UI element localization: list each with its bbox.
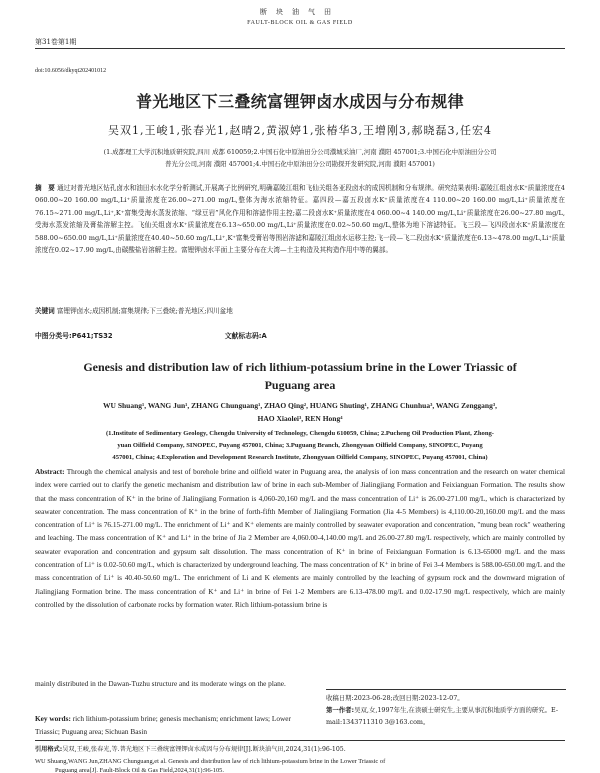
keywords-text-cn: 富锂钾卤水;成因机制;富集规律;下三叠统;普光地区;四川盆地 <box>56 307 233 315</box>
doi[interactable]: doi:10.6056/dkyqt202401012 <box>35 68 107 74</box>
abstract-text-en: Through the chemical analysis and test of borehole brine and oilfield water in Puguang area, the analysis of ion mass concentration and the research on water chemical index were carried out to clarify the genetic mechanism and distribution law of brine in each sub-Member of Jialingjiang Formation and Feixianguan Formation. The results show that the mass concentration of K⁺ in the brine of Jialingjiang Formation is 4,060-20,160 mg/L and the mass concentration of Li⁺ is 26.00-271.00 mg/L, which is characterized by seawater concentration. The mass concentration of K⁺ in the brine of forth-fifth Member of Jialingjiang Formation (Jia 4-5 Members) is 4,110.00-20,160.00 mg/L and the mass concentration of Li⁺ is 76.15-271.00 mg/L. The enrichment of Li⁺ and K⁺ elements are mainly controlled by seawater evaporation and concentration, "mung bean rock" weathering and leaching. The mass concentration of K⁺ and Li⁺ in the brine of Jia 2 Member are 4,060.00-4,140.00 mg/L and 26.00-27.80 mg/L respectively, which are mainly controlled by seawater evaporation and concentration and gypsum salt dissolution. The mass concentration of K⁺ in brine of Feixianguan Formation is 6.13-65000 mg/L and the mass concentration of Li⁺ is 0.02-50.60 mg/L, which is characterized by underground leaching. The mass concentration of K⁺ in brine of Fei 3-4 Members is 588.00-650.00 mg/L and the mass concentration of Li⁺ is 40.40-50.60 mg/L. The enrichment of Li and K elements are mainly controlled by the leaching of gypsum rock and the downward migration of Jialingjiang Formation brine. The mass concentration of K⁺ and Li⁺ in brine of Fei 1-2 Members are 6.13-478.00 mg/L and 0.02-17.90 mg/L respectively, which are mainly controlled by the dissolution of carbonate rocks by formation water. Rich lithium-potassium brine is <box>35 467 565 609</box>
keywords-label-cn: 关键词 <box>35 307 55 315</box>
citation-cn <box>35 744 565 753</box>
affiliation-line: (1.成都理工大学沉积地质研究院,四川 成都 610059;2.中国石化中原油田分公司濮城采油厂,河南 濮阳 457001;3.中国石化中原油田分公司 <box>103 148 497 156</box>
note-rule <box>326 689 566 690</box>
first-author-note <box>326 704 566 728</box>
keywords-text-en: rich lithium-potassium brine; genesis mechanism; enrichment laws; Lower Triassic; Puguang area; Sichuan Basin <box>35 714 291 737</box>
keywords-label-en: Key words: <box>35 714 71 723</box>
citation-en-line: WU Shuang,WANG Jun,ZHANG Chunguang,et al. Genesis and distribution law of rich lithium-potassium brine in the Lower Triassic of <box>35 758 386 765</box>
clc-number: 中图分类号:P641;TS32 <box>35 332 113 340</box>
affiliations-cn <box>50 146 550 170</box>
first-author-text: 吴双,女,1997年生,在读硕士研究生,主要从事沉积地质学方面的研究。E-mail:1343711310 3@163.com。 <box>326 706 559 726</box>
journal-name-en: FAULT-BLOCK OIL & GAS FIELD <box>247 20 353 26</box>
paper-title-cn: 普光地区下三叠统富锂钾卤水成因与分布规律 <box>135 92 464 111</box>
volume-issue: 第31卷第1期 <box>35 38 77 46</box>
citation-en-line: Puguang area[J]. Fault-Block Oil & Gas Field,2024,31(1):96-105. <box>55 767 224 773</box>
running-header <box>0 7 600 26</box>
keywords-cn <box>35 305 565 315</box>
classification-line <box>35 330 565 340</box>
citation-label: 引用格式: <box>35 746 63 753</box>
keywords-en <box>35 712 310 739</box>
affiliation-en-line: 457001, China; 4.Exploration and Development Research Institute, Zhongyuan Oilfield Company, SINOPEC, Puyang 457001, China) <box>112 454 488 461</box>
first-author-label: 第一作者: <box>326 706 355 714</box>
paper-title-en: Genesis and distribution law of rich lithium-potassium brine in the Lower Triassic of Puguang area <box>83 360 517 392</box>
affiliation-en-line: (1.Institute of Sedimentary Geology, Chengdu University of Technology, Chengdu 610059, China; 2.Pucheng Oil Production Plant, Zhong- <box>105 430 495 437</box>
received-dates: 收稿日期:2023-06-28;改回日期:2023-12-07。 <box>326 694 464 702</box>
citation-rule <box>35 740 565 741</box>
received-note <box>326 689 566 728</box>
authors-en-line: HAO Xiaolei³, REN Hong⁴ <box>257 414 343 423</box>
authors-en <box>40 399 560 425</box>
abstract-en <box>35 465 565 611</box>
affiliation-line: 普光分公司,河南 濮阳 457001;4.中国石化中原油田分公司勘探开发研究院,河南 濮阳 457001) <box>165 160 435 168</box>
journal-name-cn: 断块油气田 <box>260 8 340 16</box>
abstract-cn <box>35 182 565 256</box>
affiliations-en <box>35 428 565 464</box>
affiliation-en-line: yuan Oilfield Company, SINOPEC, Puyang 457001, China; 3.Puguang Branch, Zhongyuan Oilfield Company, SINOPEC, Puyang <box>117 442 483 449</box>
abstract-en-tail: mainly distributed in the Dawan-Tuzhu structure and its moderate wings on the plane. <box>35 679 286 688</box>
authors-en-line: WU Shuang¹, WANG Jun¹, ZHANG Chunguang¹, ZHAO Qing², HUANG Shuting¹, ZHANG Chunhua³, WANG Zenggang³, <box>103 401 497 410</box>
authors-cn: 吴双1,王峻1,张春光1,赵晴2,黄淑婷1,张椿华3,王增刚3,郝晓磊3,任宏4 <box>108 124 492 137</box>
abstract-text-cn: 通过对普光地区钻孔卤水和油田水水化学分析测试,开展离子比例研究,明确嘉陵江组和飞仙关组各亚段卤水的成因机制和分布规律。研究结果表明:嘉陵江组卤水K⁺质量浓度在4 060.00~20 160.00 mg/L,Li⁺质量浓度在26.00~271.00 mg/L,整体为海水浓缩特征。嘉四段—嘉五段卤水K⁺质量浓度在4 110.00~20 160.00 mg/L,Li⁺质量浓度在76.15~271.00 mg/L,Li⁺,K⁺富集受海水蒸发浓缩、“绿豆岩”风化作用和溶滤作用主控;嘉二段卤水K⁺质量浓度在4 060.00~4 140.00 mg/L,Li⁺质量浓度在26.00~27.80 mg/L,受海水蒸发浓缩及膏盐溶解主控。飞仙关组卤水K⁺质量浓度在6.13~650.00 mg/L,Li⁺质量浓度在0.02~50.60 mg/L,整体为地下溶滤特征。飞三段—飞四段卤水K⁺质量浓度在588.00~650.00 mg/L,Li⁺质量浓度在40.40~50.60 mg/L,Li⁺,K⁺富集受膏岩等围岩溶滤和嘉陵江组卤水运移主控;飞一段—飞二段卤水K⁺质量浓度在6.13~478.00 mg/L,Li⁺质量浓度在0.02~17.90 mg/L,由碳酸盐岩溶解主控。富锂钾卤水平面上主要分布在大湾—土主构造及其构造作用中等的翼部。 <box>35 184 566 255</box>
abstract-label-en: Abstract: <box>35 467 65 476</box>
header-rule <box>35 48 565 49</box>
abstract-label-cn: 摘 要 <box>35 184 55 192</box>
citation-text-cn: 吴双,王峻,张春光,等.普光地区下三叠统富锂钾卤水成因与分布规律[J].断块油气田,2024,31(1):96-105. <box>62 746 346 753</box>
document-code: 文献标志码:A <box>224 332 267 340</box>
